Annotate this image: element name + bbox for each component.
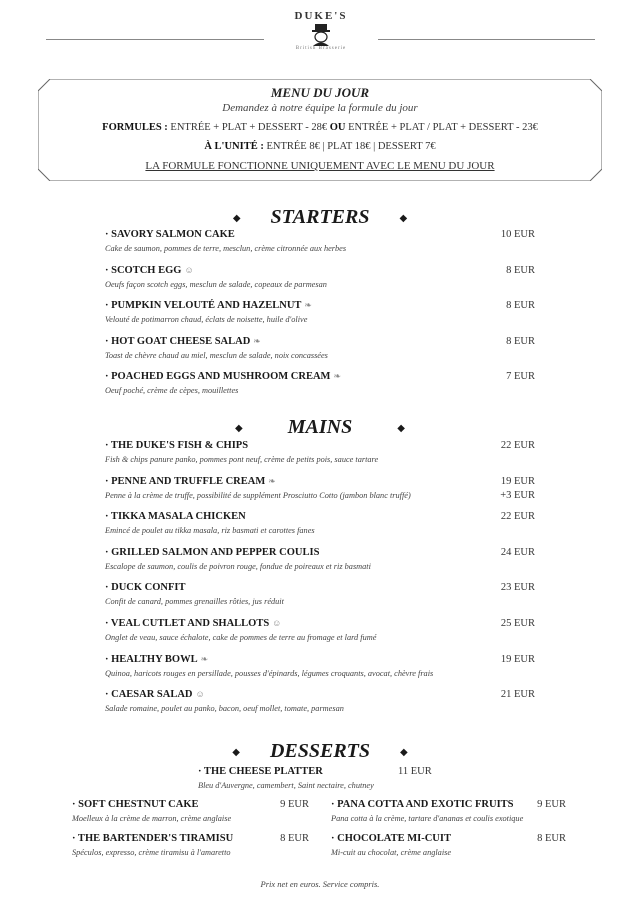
main-desc: Penne à la crème de truffe, possibilité de supplément Prosciutto Cotto (jambon blanc truffé) — [105, 490, 411, 500]
pig-icon: ☺ — [272, 618, 282, 628]
menu-du-jour-subtitle: Demandez à notre équipe la formule du jour — [222, 102, 418, 114]
main-desc: Escalope de saumon, coulis de poivron rouge, fondue de poireaux et riz basmati — [105, 561, 371, 571]
dessert-price: 9 EUR — [537, 799, 566, 810]
diamond-icon: ◆ — [235, 422, 243, 434]
main-item — [105, 689, 344, 713]
main-name: · DUCK CONFIT — [105, 582, 186, 594]
dessert-name: · CHOCOLATE MI-CUIT — [331, 833, 451, 844]
starter-name: · HOT GOAT CHEESE SALAD — [105, 335, 251, 347]
diamond-icon: ◆ — [232, 212, 241, 224]
starter-desc: Cake de saumon, pommes de terre, mesclun, crème citronnée aux herbes — [105, 244, 347, 253]
main-price: 19 EUR — [500, 475, 535, 487]
starter-item — [105, 300, 312, 324]
main-name: · CAESAR SALAD — [105, 689, 193, 701]
starter-desc: Oeufs façon scotch eggs, mesclun de salade, copeaux de parmesan — [105, 279, 327, 289]
formules-option-a: ENTRÉE + PLAT + DESSERT - 28€ — [170, 122, 328, 133]
pig-icon: ☺ — [184, 264, 194, 275]
starters-heading: STARTERS — [270, 206, 370, 228]
main-price: 19 EUR — [500, 653, 535, 665]
starter-desc: Toast de chèvre chaud au miel, mesclun de salade, noix concassées — [105, 350, 328, 360]
formules-label: FORMULES : — [102, 122, 168, 133]
main-item — [105, 582, 284, 606]
starter-item — [105, 265, 327, 289]
dessert-desc: Spéculos, expresso, crème tiramisu à l'amaretto — [72, 848, 231, 857]
main-item — [105, 476, 411, 500]
section-mains-title — [0, 416, 640, 439]
leaf-icon: ❧ — [333, 371, 342, 381]
starter-name: · PUMPKIN VELOUTÉ AND HAZELNUT — [105, 300, 302, 311]
main-price-supplement: +3 EUR — [500, 489, 535, 501]
main-desc: Salade romaine, poulet au panko, bacon, oeuf mollet, tomate, parmesan — [105, 704, 344, 714]
starter-item — [105, 371, 341, 395]
main-name: · HEALTHY BOWL — [105, 653, 198, 665]
dessert-featured-price: 11 EUR — [398, 766, 432, 777]
dessert-item — [331, 833, 451, 857]
diamond-icon: ◆ — [399, 212, 408, 224]
dessert-featured-name: · THE CHEESE PLATTER — [198, 766, 323, 777]
dessert-price: 8 EUR — [537, 833, 566, 844]
starter-name: · POACHED EGGS AND MUSHROOM CREAM — [105, 371, 331, 382]
main-price: 21 EUR — [500, 689, 535, 701]
unite-dessert: DESSERT 7€ — [377, 141, 436, 152]
pig-icon: ☺ — [195, 689, 205, 700]
main-desc: Confit de canard, pommes grenailles rôties, jus réduit — [105, 597, 284, 607]
starter-desc: Velouté de potimarron chaud, éclats de noisette, huile d'olive — [105, 315, 308, 324]
main-name: · GRILLED SALMON AND PEPPER COULIS — [105, 546, 320, 558]
main-price: 23 EUR — [500, 582, 535, 594]
main-price: 25 EUR — [500, 618, 535, 629]
section-starters-title — [0, 206, 640, 229]
main-name: · THE DUKE'S FISH & CHIPS — [105, 440, 249, 451]
starter-price: 7 EUR — [506, 371, 535, 382]
dessert-desc: Pana cotta à la crème, tartare d'ananas et coulis exotique — [331, 814, 524, 823]
dessert-item — [72, 833, 233, 857]
main-desc: Fish & chips panure panko, pommes pont neuf, crème de petits pois, sauce tartare — [105, 455, 379, 464]
main-item — [105, 547, 371, 571]
logo-tagline: British Brasserie — [295, 46, 347, 51]
header-rule-left — [46, 39, 264, 40]
main-name: · VEAL CUTLET AND SHALLOTS — [105, 618, 270, 629]
diamond-icon: ◆ — [397, 422, 405, 434]
main-name: · PENNE AND TRUFFLE CREAM — [105, 475, 266, 487]
notice-line — [0, 160, 640, 172]
leaf-icon: ❧ — [253, 335, 261, 346]
unite-line: À L'UNITÉ : ENTRÉE 8€ | PLAT 18€ | DESSERT 7€ — [204, 141, 436, 152]
mains-heading: MAINS — [287, 416, 353, 438]
leaf-icon: ❧ — [304, 300, 312, 310]
logo — [290, 10, 352, 60]
unite-plat: PLAT 18€ — [327, 141, 371, 152]
dessert-name: · PANA COTTA AND EXOTIC FRUITS — [331, 799, 514, 810]
formules-ou: OU — [329, 122, 346, 133]
main-price: 22 EUR — [500, 511, 535, 523]
dessert-item — [72, 799, 231, 823]
desserts-heading: DESSERTS — [269, 740, 371, 762]
dessert-desc: Moelleux à la crème de marron, crème anglaise — [72, 814, 232, 823]
leaf-icon: ❧ — [200, 653, 209, 664]
main-name: · TIKKA MASALA CHICKEN — [105, 511, 246, 523]
footer-note: Prix net en euros. Service compris. — [260, 879, 380, 889]
dessert-desc: Mi-cuit au chocolat, crème anglaise — [331, 848, 452, 857]
diamond-icon: ◆ — [232, 746, 240, 758]
formules-option-b: ENTRÉE + PLAT / PLAT + DESSERT - 23€ — [348, 122, 538, 133]
leaf-icon: ❧ — [268, 475, 276, 486]
starter-desc: Oeuf poché, crème de cèpes, mouillettes — [105, 386, 239, 395]
main-item — [105, 618, 376, 642]
logo-brand: DUKE'S — [294, 10, 348, 22]
dessert-name: · SOFT CHESTNUT CAKE — [72, 799, 199, 810]
formules-line — [0, 122, 640, 133]
dessert-featured-desc: Bleu d'Auvergne, camembert, Saint nectaire, chutney — [198, 781, 374, 790]
diamond-icon: ◆ — [400, 746, 408, 758]
starter-price: 10 EUR — [500, 229, 535, 240]
main-desc: Emincé de poulet au tikka masala, riz basmati et carottes fanes — [105, 526, 315, 536]
starter-price: 8 EUR — [506, 300, 535, 311]
menu-du-jour-title: MENU DU JOUR — [270, 85, 370, 100]
starter-name: · SAVORY SALMON CAKE — [105, 229, 235, 240]
dessert-price: 9 EUR — [280, 799, 309, 810]
starter-price: 8 EUR — [506, 335, 535, 347]
main-price: 22 EUR — [500, 440, 535, 451]
main-desc: Quinoa, haricots rouges en persillade, pousses d'épinards, légumes croquants, avocat, chèvre frais — [105, 668, 434, 678]
main-item — [105, 440, 378, 464]
dessert-featured — [198, 766, 374, 790]
unite-label: À L'UNITÉ : — [204, 141, 264, 152]
dessert-price: 8 EUR — [280, 833, 309, 844]
dessert-name: · THE BARTENDER'S TIRAMISU — [72, 833, 234, 844]
section-desserts-title — [0, 740, 640, 763]
main-item — [105, 654, 433, 678]
starter-item — [105, 336, 328, 360]
unite-entree: ENTRÉE 8€ — [266, 141, 320, 152]
starter-item — [105, 229, 346, 253]
starter-name: · SCOTCH EGG — [105, 264, 182, 276]
formule-notice: LA FORMULE FONCTIONNE UNIQUEMENT AVEC LE MENU DU JOUR — [145, 160, 495, 172]
header-rule-right — [378, 39, 595, 40]
starter-price: 8 EUR — [506, 264, 535, 276]
main-price: 24 EUR — [500, 546, 535, 558]
main-desc: Onglet de veau, sauce échalote, cake de pommes de terre au fromage et lard fumé — [105, 633, 377, 642]
dessert-item — [331, 799, 523, 823]
main-item — [105, 511, 315, 535]
duke-portrait-icon — [309, 24, 333, 46]
